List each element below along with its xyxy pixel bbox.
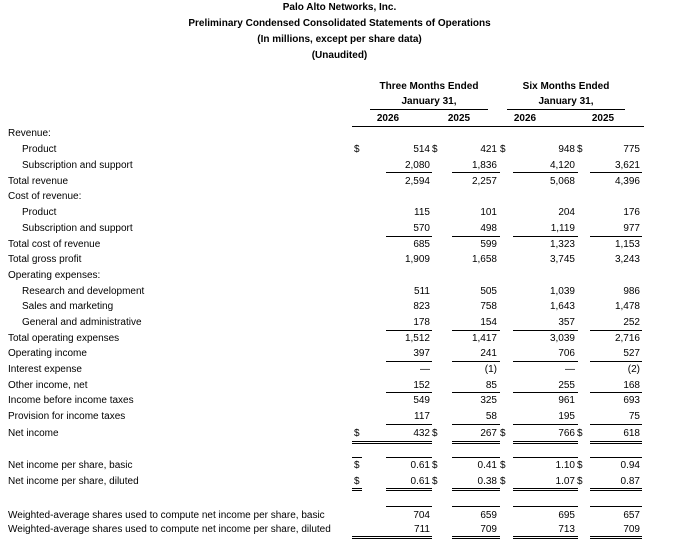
cell-value: 4,396: [614, 176, 640, 187]
row-label: Weighted-average shares used to compute net income per share, basic: [8, 510, 325, 521]
row-label: Total cost of revenue: [8, 239, 101, 250]
rule-line: [452, 536, 500, 537]
cell-value: 241: [480, 348, 497, 359]
cell-value: 421: [480, 144, 497, 155]
rule-line: [590, 424, 642, 425]
rule-line: [590, 443, 642, 444]
rule-line: [513, 490, 578, 491]
row-label: Product: [22, 207, 57, 218]
dollar-sign: $: [577, 428, 583, 439]
cell-value: 3,039: [549, 333, 575, 344]
cell-value: 0.38: [477, 476, 497, 487]
row-label: Total revenue: [8, 176, 69, 187]
cell-value: 204: [558, 207, 575, 218]
rule-line: [452, 361, 500, 362]
cell-value: 325: [480, 395, 497, 406]
rule-line: [590, 361, 642, 362]
cell-value: 168: [623, 380, 640, 391]
rule-line: [513, 172, 578, 173]
cell-value: 713: [558, 524, 575, 535]
rule-line: [590, 392, 642, 393]
cell-value: 823: [413, 301, 430, 312]
cell-value: (1): [484, 364, 497, 375]
rule-line: [513, 330, 578, 331]
cell-value: 432: [413, 428, 430, 439]
cell-value: 4,120: [549, 160, 575, 171]
row-label: Sales and marketing: [22, 301, 114, 312]
rule-line: [452, 172, 500, 173]
cell-value: 618: [623, 428, 640, 439]
rule-line: [452, 441, 500, 442]
cell-value: 961: [558, 395, 575, 406]
cell-value: 5,068: [549, 176, 575, 187]
cell-value: 695: [558, 510, 575, 521]
cell-value: 549: [413, 395, 430, 406]
rule-line: [452, 506, 500, 507]
rule-line: [386, 490, 432, 491]
six-months-header: Six Months Ended: [522, 81, 610, 92]
row-label: General and administrative: [22, 317, 142, 328]
cell-value: 3,745: [549, 254, 575, 265]
cell-value: 2,594: [404, 176, 430, 187]
rule-line: [590, 488, 642, 489]
rule-line: [352, 488, 362, 489]
cell-value: 3,243: [614, 254, 640, 265]
cell-value: 152: [413, 380, 430, 391]
cell-value: 599: [480, 239, 497, 250]
cell-value: 527: [623, 348, 640, 359]
rule-line: [590, 490, 642, 491]
row-label: Net income per share, diluted: [8, 476, 139, 487]
cell-value: 775: [623, 144, 640, 155]
cell-value: 255: [558, 380, 575, 391]
six-months-date: January 31,: [538, 96, 594, 107]
header-rule: [370, 109, 488, 110]
dollar-sign: $: [577, 460, 583, 471]
company-name: Palo Alto Networks, Inc.: [282, 2, 397, 13]
dollar-sign: $: [354, 428, 360, 439]
cell-value: 3,621: [614, 160, 640, 171]
rule-line: [590, 457, 642, 458]
row-label: Total gross profit: [8, 254, 82, 265]
rule-line: [590, 538, 642, 539]
rule-line: [386, 424, 432, 425]
cell-value: 498: [480, 223, 497, 234]
cell-value: 1,153: [614, 239, 640, 250]
year-header: 2026: [513, 113, 537, 124]
cell-value: 758: [480, 301, 497, 312]
rule-line: [352, 457, 362, 458]
year-header: 2026: [376, 113, 400, 124]
row-label: Other income, net: [8, 380, 88, 391]
cell-value: 685: [413, 239, 430, 250]
cell-value: 176: [623, 207, 640, 218]
cell-value: 570: [413, 223, 430, 234]
rule-line: [452, 236, 500, 237]
cell-value: —: [565, 364, 575, 375]
cell-value: 154: [480, 317, 497, 328]
rule-line: [352, 538, 432, 539]
rule-line: [386, 457, 432, 458]
cell-value: 252: [623, 317, 640, 328]
rule-line: [590, 330, 642, 331]
row-label: Total operating expenses: [8, 333, 120, 344]
dollar-sign: $: [500, 144, 506, 155]
cell-value: 711: [414, 524, 430, 535]
dollar-sign: $: [577, 144, 583, 155]
row-label: Income before income taxes: [8, 395, 134, 406]
dollar-sign: $: [500, 476, 506, 487]
dollar-sign: $: [577, 476, 583, 487]
cell-value: 0.41: [477, 460, 497, 471]
rule-line: [452, 538, 500, 539]
rule-line: [452, 330, 500, 331]
rule-line: [352, 441, 432, 442]
dollar-sign: $: [432, 476, 438, 487]
row-label: Cost of revenue:: [8, 191, 82, 202]
cell-value: 706: [558, 348, 575, 359]
rule-line: [513, 506, 578, 507]
cell-value: 766: [558, 428, 575, 439]
rule-line: [352, 536, 432, 537]
cell-value: 115: [414, 207, 430, 218]
cell-value: 2,716: [614, 333, 640, 344]
cell-value: 505: [480, 286, 497, 297]
dollar-sign: $: [354, 460, 360, 471]
cell-value: 0.61: [410, 476, 430, 487]
cell-value: 709: [623, 524, 640, 535]
cell-value: 117: [414, 411, 430, 422]
row-label: Operating income: [8, 348, 87, 359]
cell-value: 1,323: [549, 239, 575, 250]
cell-value: 1,658: [471, 254, 497, 265]
cell-value: 1,512: [404, 333, 430, 344]
units-note: (In millions, except per share data): [257, 34, 422, 45]
row-label: Product: [22, 144, 57, 155]
rule-line: [513, 538, 578, 539]
cell-value: 1,119: [550, 223, 575, 234]
rule-line: [513, 361, 578, 362]
row-label: Research and development: [22, 286, 145, 297]
cell-value: 1,909: [404, 254, 430, 265]
cell-value: 85: [485, 380, 497, 391]
year-header: 2025: [591, 113, 615, 124]
cell-value: 2,257: [471, 176, 497, 187]
rule-line: [513, 236, 578, 237]
cell-value: 397: [413, 348, 430, 359]
cell-value: 514: [413, 144, 430, 155]
rule-line: [513, 443, 578, 444]
rule-line: [590, 441, 642, 442]
cell-value: 357: [558, 317, 575, 328]
cell-value: 75: [628, 411, 640, 422]
row-label: Subscription and support: [22, 223, 133, 234]
cell-value: 693: [623, 395, 640, 406]
dollar-sign: $: [500, 428, 506, 439]
rule-line: [452, 424, 500, 425]
rule-line: [386, 392, 432, 393]
rule-line: [386, 488, 432, 489]
rule-line: [386, 172, 432, 173]
cell-value: 659: [480, 510, 497, 521]
row-label: Operating expenses:: [8, 270, 101, 281]
cell-value: 58: [485, 411, 497, 422]
three-months-header: Three Months Ended: [379, 81, 479, 92]
cell-value: 0.87: [620, 476, 640, 487]
row-label: Interest expense: [8, 364, 82, 375]
cell-value: 1,478: [614, 301, 640, 312]
header-rule: [507, 109, 625, 110]
row-label: Weighted-average shares used to compute net income per share, diluted: [8, 524, 331, 535]
cell-value: 1.07: [555, 476, 575, 487]
dollar-sign: $: [432, 428, 438, 439]
dollar-sign: $: [432, 460, 438, 471]
rule-line: [590, 236, 642, 237]
rule-line: [452, 488, 500, 489]
rule-line: [386, 330, 432, 331]
unaudited-note: (Unaudited): [311, 50, 368, 61]
statement-name: Preliminary Condensed Consolidated Statements of Operations: [188, 18, 491, 29]
rule-line: [590, 506, 642, 507]
year-header: 2025: [447, 113, 471, 124]
cell-value: 977: [623, 223, 640, 234]
cell-value: 1,039: [549, 286, 575, 297]
row-label: Provision for income taxes: [8, 411, 126, 422]
three-months-date: January 31,: [401, 96, 457, 107]
cell-value: 709: [480, 524, 497, 535]
cell-value: 511: [414, 286, 430, 297]
rule-line: [513, 392, 578, 393]
row-label: Net income: [8, 428, 59, 439]
dollar-sign: $: [354, 476, 360, 487]
cell-value: 1,417: [471, 333, 497, 344]
rule-line: [452, 443, 500, 444]
dollar-sign: $: [500, 460, 506, 471]
cell-value: 1.10: [555, 460, 575, 471]
cell-value: 2,080: [404, 160, 430, 171]
rule-line: [386, 236, 432, 237]
cell-value: 948: [558, 144, 575, 155]
rule-line: [452, 392, 500, 393]
rule-line: [513, 536, 578, 537]
dollar-sign: $: [432, 144, 438, 155]
cell-value: 0.61: [410, 460, 430, 471]
cell-value: 704: [413, 510, 430, 521]
cell-value: 0.94: [620, 460, 640, 471]
cell-value: 195: [558, 411, 575, 422]
rule-line: [386, 506, 432, 507]
rule-line: [352, 443, 432, 444]
row-label: Subscription and support: [22, 160, 133, 171]
cell-value: 1,836: [471, 160, 497, 171]
header-rule: [352, 126, 644, 127]
cell-value: 101: [480, 207, 497, 218]
rule-line: [513, 457, 578, 458]
cell-value: 178: [413, 317, 430, 328]
rule-line: [452, 490, 500, 491]
cell-value: 657: [623, 510, 640, 521]
cell-value: 267: [480, 428, 497, 439]
cell-value: 1,643: [549, 301, 575, 312]
rule-line: [513, 424, 578, 425]
row-label: Net income per share, basic: [8, 460, 133, 471]
rule-line: [513, 441, 578, 442]
cell-value: —: [420, 364, 430, 375]
rule-line: [513, 488, 578, 489]
cell-value: (2): [627, 364, 640, 375]
dollar-sign: $: [354, 144, 360, 155]
rule-line: [452, 457, 500, 458]
rule-line: [386, 361, 432, 362]
rule-line: [352, 490, 362, 491]
cell-value: 986: [623, 286, 640, 297]
rule-line: [590, 536, 642, 537]
rule-line: [590, 172, 642, 173]
row-label: Revenue:: [8, 128, 51, 139]
